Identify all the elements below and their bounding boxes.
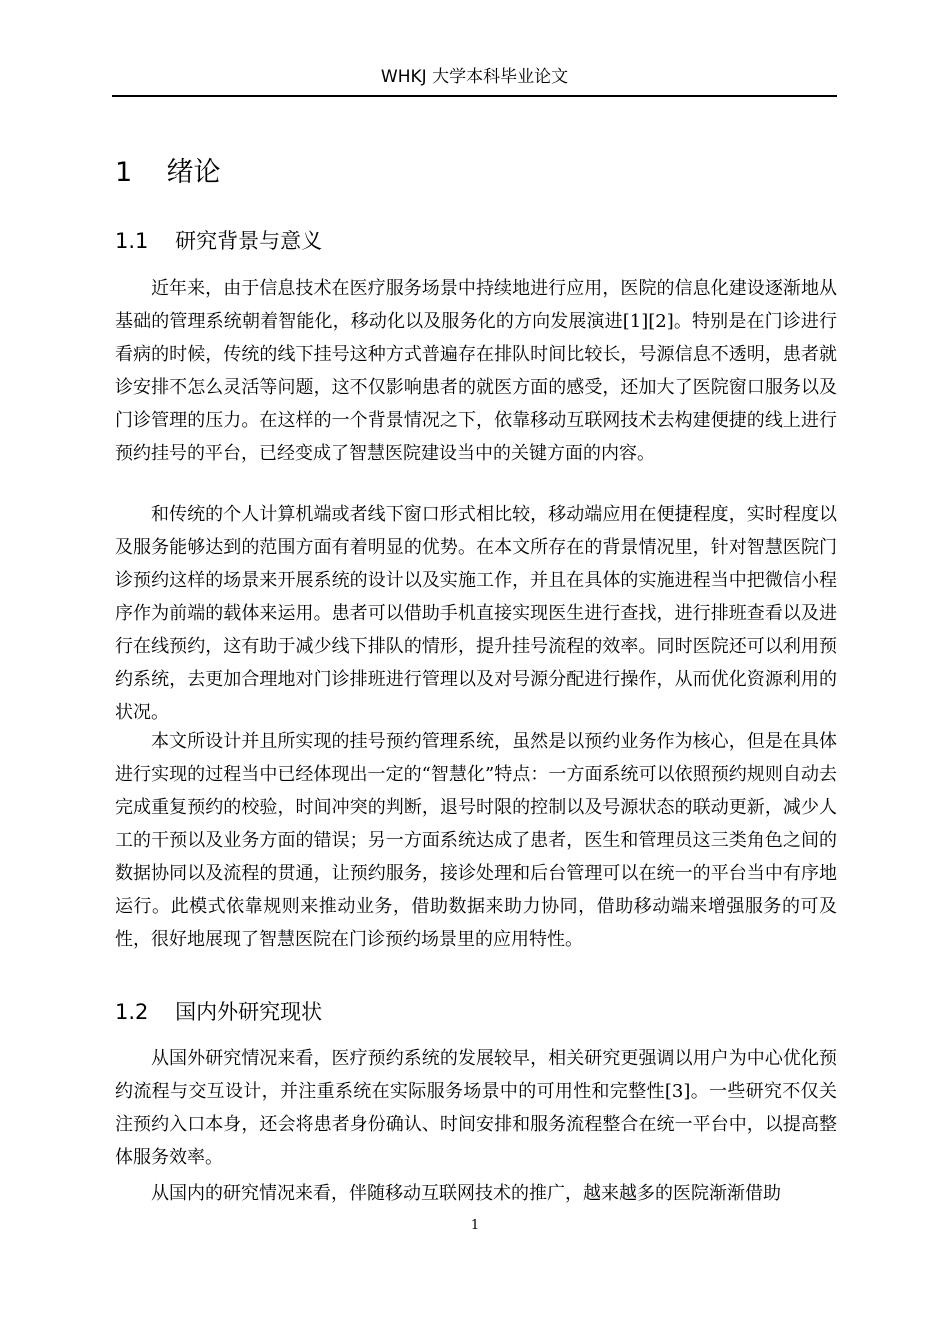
paragraph-3: 本文所设计并且所实现的挂号预约管理系统，虽然是以预约业务作为核心，但是在具体进行实现的过程当中已经体现出一定的“智慧化”特点：一方面系统可以依照预约规则自动去完成重复预约的校验，时间冲突的判断，退号时限的控制以及号源状态的联动更新，减少人工的干预以及业务方面的错误；另一方面系统达成了患者，医生和管理员这三类角色之间的数据协同以及流程的贯通，让预约服务，接诊处理和后台管理可以在统一的平台当中有序地运行。此模式依靠规则来推动业务，借助数据来助力协同，借助移动端来增强服务的可及性，很好地展现了智慧医院在门诊预约场景里的应用特性。: [115, 731, 837, 950]
section-title-1-2: 1.2 国内外研究现状: [115, 1000, 323, 1024]
running-header: WHKJ 大学本科毕业论文: [380, 67, 569, 87]
header-rule: [112, 95, 837, 97]
paragraph-1: 近年来，由于信息技术在医疗服务场景中持续地进行应用，医院的信息化建设逐渐地从基础的管理系统朝着智能化，移动化以及服务化的方向发展演进[1][2]。特别是在门诊进行看病的时候，传统的线下挂号这种方式普遍存在排队时间比较长，号源信息不透明，患者就诊安排不怎么灵活等问题，这不仅影响患者的就医方面的感受，还加大了医院窗口服务以及门诊管理的压力。在这样的一个背景情况之下，依靠移动互联网技术去构建便捷的线上进行预约挂号的平台，已经变成了智慧医院建设当中的关键方面的内容。: [115, 278, 837, 464]
page-number: 1: [470, 1218, 480, 1233]
chapter-title: 1 绪论: [115, 157, 221, 188]
paragraph-4: 从国外研究情况来看，医疗预约系统的发展较早，相关研究更强调以用户为中心优化预约流程与交互设计，并注重系统在实际服务场景中的可用性和完整性[3]。一些研究不仅关注预约入口本身，还会将患者身份确认、时间安排和服务流程整合在统一平台中，以提高整体服务效率。: [115, 1048, 837, 1168]
paragraph-2: 和传统的个人计算机端或者线下窗口形式相比较，移动端应用在便捷程度，实时程度以及服务能够达到的范围方面有着明显的优势。在本文所存在的背景情况里，针对智慧医院门诊预约这样的场景来开展系统的设计以及实施工作，并且在具体的实施进程当中把微信小程序作为前端的载体来运用。患者可以借助手机直接实现医生进行查找，进行排班查看以及进行在线预约，这有助于减少线下排队的情形，提升挂号流程的效率。同时医院还可以利用预约系统，去更加合理地对门诊排班进行管理以及对号源分配进行操作，从而优化资源利用的状况。: [115, 504, 837, 723]
section-title-1-1: 1.1 研究背景与意义: [115, 229, 323, 253]
paragraph-5: 从国内的研究情况来看，伴随移动互联网技术的推广，越来越多的医院渐渐借助: [151, 1183, 781, 1204]
